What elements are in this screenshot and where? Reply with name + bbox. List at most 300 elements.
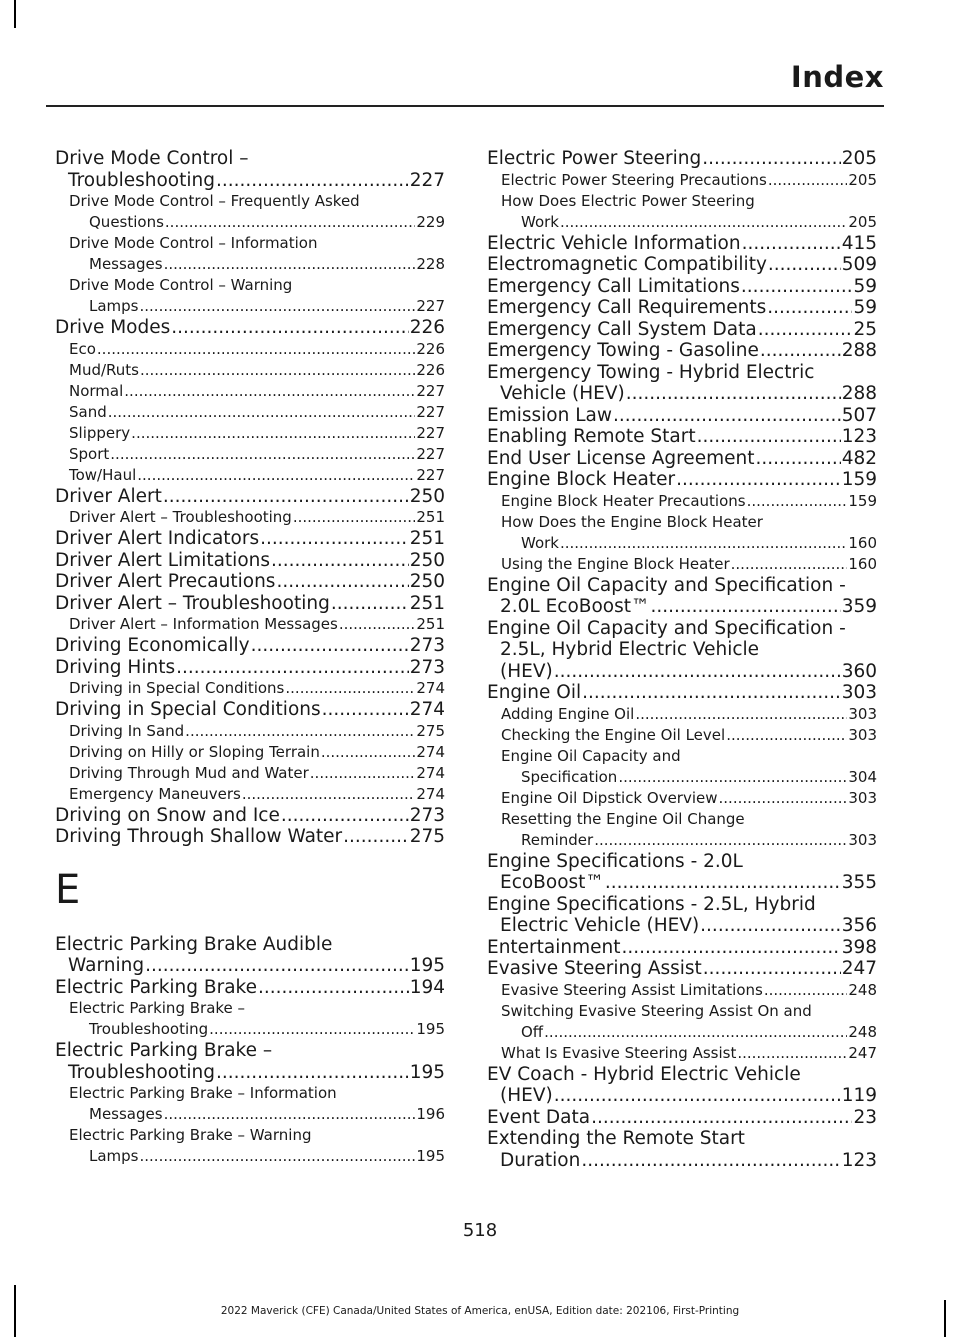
entry-text: Eco xyxy=(69,339,96,358)
entry-line xyxy=(69,678,445,699)
page-ref: 59 xyxy=(853,297,877,318)
entry-line xyxy=(487,596,877,618)
entry-text: Driver Alert Indicators xyxy=(55,528,260,549)
index-entry xyxy=(55,317,445,339)
index-subentry xyxy=(55,721,445,742)
index-subentry xyxy=(55,1125,445,1167)
index-subentry xyxy=(55,339,445,360)
index-entry xyxy=(55,528,445,550)
page-ref: 274 xyxy=(416,742,445,761)
entry-line xyxy=(487,1085,877,1107)
page-ref: 159 xyxy=(848,491,877,510)
dot-leader xyxy=(310,763,416,784)
entry-line xyxy=(69,254,445,275)
entry-line xyxy=(69,614,445,635)
dot-leader xyxy=(251,635,409,657)
page-ref: 248 xyxy=(848,1022,877,1041)
index-entry xyxy=(487,362,877,405)
entry-line xyxy=(501,1022,877,1043)
index-subentry xyxy=(55,233,445,275)
page-ref: 303 xyxy=(848,704,877,723)
dot-leader xyxy=(731,554,848,575)
page-ref: 288 xyxy=(841,383,877,404)
page-ref: 205 xyxy=(848,212,877,231)
entry-line xyxy=(69,721,445,742)
index-subentry xyxy=(487,725,877,746)
page-ref: 119 xyxy=(841,1085,877,1106)
entry-text: Driving in Special Conditions xyxy=(69,679,285,697)
entry-text: Drive Mode Control – Information xyxy=(69,234,318,252)
page-ref: 360 xyxy=(841,660,877,682)
page-ref: 196 xyxy=(416,1105,445,1123)
entry-text: Troubleshooting xyxy=(68,169,215,191)
dot-leader xyxy=(760,340,841,362)
entry-text: Drive Modes xyxy=(55,317,171,338)
dot-leader xyxy=(293,507,416,528)
page-ref: 229 xyxy=(416,213,445,231)
entry-line xyxy=(55,593,445,615)
entry-text: Enabling Remote Start xyxy=(487,426,696,447)
entry-line xyxy=(69,402,445,423)
index-entry xyxy=(487,937,877,959)
entry-text: Engine Oil Capacity and xyxy=(501,746,681,765)
entry-line xyxy=(55,826,445,848)
page-ref: 250 xyxy=(409,571,445,592)
dot-leader xyxy=(741,276,853,298)
crop-mark xyxy=(14,0,16,28)
entry-text: Switching Evasive Steering Assist On and xyxy=(501,1001,812,1020)
dot-leader xyxy=(163,486,409,508)
page-ref: 275 xyxy=(409,826,445,847)
entry-text: Engine Oil Capacity and Specification - xyxy=(487,617,846,639)
entry-line xyxy=(487,469,877,491)
dot-leader xyxy=(339,614,416,635)
dot-leader xyxy=(554,1085,841,1107)
index-subentry xyxy=(55,191,445,233)
dot-leader xyxy=(171,317,408,339)
dot-leader xyxy=(626,383,841,405)
entry-line xyxy=(487,958,877,980)
entry-line xyxy=(55,170,445,192)
index-subentry xyxy=(487,554,877,575)
dot-leader xyxy=(276,571,408,593)
entry-text: Engine Oil Capacity and Specification - xyxy=(487,574,846,596)
page-ref: 250 xyxy=(409,485,445,507)
page-ref: 194 xyxy=(409,976,445,998)
entry-line xyxy=(55,955,445,977)
entry-line xyxy=(487,276,877,298)
entry-line xyxy=(501,554,877,575)
entry-line xyxy=(69,507,445,528)
entry-line xyxy=(487,254,877,276)
entry-line xyxy=(487,297,877,319)
entry-line xyxy=(487,915,877,937)
entry-line xyxy=(69,742,445,763)
entry-text: Drive Mode Control – xyxy=(55,148,249,169)
dot-leader xyxy=(764,980,848,1001)
page-ref: 303 xyxy=(841,682,877,703)
page-ref: 123 xyxy=(841,426,877,447)
page-ref: 355 xyxy=(841,872,877,893)
entry-text: Duration xyxy=(500,1149,581,1171)
entry-line xyxy=(487,148,877,170)
dot-leader xyxy=(343,826,409,848)
entry-text: Specification xyxy=(521,767,618,786)
entry-text: Messages xyxy=(89,1105,163,1123)
entry-text: What Is Evasive Steering Assist xyxy=(501,1043,737,1062)
dot-leader xyxy=(560,212,847,233)
entry-text: Emergency Maneuvers xyxy=(69,784,241,803)
dot-leader xyxy=(124,381,415,402)
dot-leader xyxy=(700,915,841,937)
entry-text: Adding Engine Oil xyxy=(501,704,635,723)
page-ref: 275 xyxy=(416,721,445,740)
index-subentry xyxy=(55,784,445,805)
entry-text: Resetting the Engine Oil Change xyxy=(501,809,745,828)
index-subentry xyxy=(55,360,445,381)
index-entry xyxy=(55,1040,445,1083)
dot-leader xyxy=(108,402,416,423)
entry-line xyxy=(69,339,445,360)
index-subentry xyxy=(487,512,877,554)
page-ref: 274 xyxy=(416,763,445,782)
entry-text: Driver Alert Precautions xyxy=(55,571,276,592)
page-ref: 23 xyxy=(853,1106,877,1128)
entry-text: Work xyxy=(521,533,559,552)
dot-leader xyxy=(165,212,415,233)
entry-text: Reminder xyxy=(521,830,594,849)
dot-leader xyxy=(164,254,416,275)
entry-text: 2.0L EcoBoost™ xyxy=(500,596,650,617)
index-entry xyxy=(487,958,877,980)
page-ref: 160 xyxy=(848,554,877,573)
page-ref: 227 xyxy=(416,297,445,315)
page-ref: 250 xyxy=(409,549,445,571)
dot-leader xyxy=(321,742,416,763)
dot-leader xyxy=(544,1022,847,1043)
page-ref: 303 xyxy=(848,830,877,849)
entry-text: Electric Parking Brake – xyxy=(55,1040,273,1061)
entry-line xyxy=(501,212,877,233)
page-number: 518 xyxy=(462,1220,498,1241)
entry-line xyxy=(69,763,445,784)
index-subentry xyxy=(55,1083,445,1125)
page-ref: 227 xyxy=(416,423,445,442)
entry-line xyxy=(487,937,877,959)
entry-line xyxy=(55,805,445,827)
entry-text: Entertainment xyxy=(487,936,621,958)
entry-line xyxy=(487,872,877,894)
entry-text: Driver Alert – Information Messages xyxy=(69,615,338,633)
entry-text: Electromagnetic Compatibility xyxy=(487,254,767,275)
page-ref: 303 xyxy=(848,725,877,744)
dot-leader xyxy=(216,170,409,192)
entry-text: Emergency Call Limitations xyxy=(487,275,740,297)
dot-leader xyxy=(271,550,409,572)
page-ref: 274 xyxy=(416,679,445,697)
entry-text: Extending the Remote Start xyxy=(487,1128,745,1149)
entry-text: Questions xyxy=(89,213,164,231)
entry-text: Driving in Special Conditions xyxy=(55,699,321,720)
entry-text: Driver Alert – Troubleshooting xyxy=(69,508,292,526)
page-ref: 303 xyxy=(848,788,877,807)
page-ref: 25 xyxy=(853,318,877,340)
entry-line xyxy=(69,1104,445,1125)
entry-text: Driving Hints xyxy=(55,656,176,678)
entry-line xyxy=(69,296,445,317)
page-ref: 251 xyxy=(416,508,445,526)
entry-text: 2.5L, Hybrid Electric Vehicle xyxy=(500,639,760,660)
page-title: Index xyxy=(790,60,884,94)
entry-text: Emergency Towing - Hybrid Electric xyxy=(487,361,815,383)
page-ref: 227 xyxy=(416,381,445,400)
entry-line xyxy=(487,661,877,683)
entry-line xyxy=(501,980,877,1001)
index-subentry xyxy=(487,746,877,788)
page-ref: 226 xyxy=(416,339,445,358)
page-ref: 247 xyxy=(848,1043,877,1062)
index-subentry xyxy=(55,614,445,635)
entry-line xyxy=(69,1146,445,1167)
index-entry xyxy=(487,618,877,683)
dot-leader xyxy=(242,784,416,805)
entry-line xyxy=(69,444,445,465)
index-entry xyxy=(55,550,445,572)
entry-line xyxy=(501,491,877,512)
dot-leader xyxy=(185,721,415,742)
dot-leader xyxy=(140,360,415,381)
dot-leader xyxy=(216,1062,409,1084)
header-rule xyxy=(46,105,884,107)
entry-text: Emergency Call System Data xyxy=(487,318,757,340)
index-entry xyxy=(487,254,877,276)
page-ref: 359 xyxy=(841,596,877,617)
dot-leader xyxy=(605,872,841,894)
index-entry xyxy=(487,405,877,427)
dot-leader xyxy=(285,678,415,699)
entry-line xyxy=(487,233,877,255)
entry-line xyxy=(55,635,445,657)
entry-text: Electric Parking Brake – xyxy=(69,999,246,1017)
dot-leader xyxy=(582,682,841,704)
index-subentry xyxy=(487,704,877,725)
entry-text: Lamps xyxy=(89,297,139,315)
entry-line xyxy=(501,788,877,809)
page-ref: 227 xyxy=(416,402,445,421)
entry-text: (HEV) xyxy=(500,1085,553,1106)
dot-leader xyxy=(622,937,841,959)
index-entry xyxy=(55,934,445,977)
index-entry xyxy=(487,297,877,319)
index-subentry xyxy=(487,1043,877,1064)
index-subentry xyxy=(55,742,445,763)
dot-leader xyxy=(581,1150,840,1172)
dot-leader xyxy=(768,254,841,276)
entry-text: Electric Parking Brake xyxy=(55,976,257,998)
entry-text: Driving on Snow and Ice xyxy=(55,804,280,826)
entry-text: Troubleshooting xyxy=(68,1061,215,1083)
entry-line xyxy=(501,725,877,746)
entry-text: Electric Parking Brake – Information xyxy=(69,1084,337,1102)
dot-leader xyxy=(560,533,847,554)
page-ref: 415 xyxy=(841,232,877,254)
entry-text: Using the Engine Block Heater xyxy=(501,554,730,573)
dot-leader xyxy=(110,444,415,465)
entry-text: EV Coach - Hybrid Electric Vehicle xyxy=(487,1063,801,1085)
dot-leader xyxy=(131,423,415,444)
entry-text: Evasive Steering Assist xyxy=(487,958,702,979)
entry-text: Checking the Engine Oil Level xyxy=(501,725,726,744)
dot-leader xyxy=(331,593,409,615)
index-entry xyxy=(55,657,445,679)
index-entry xyxy=(487,426,877,448)
entry-line xyxy=(487,405,877,427)
index-entry xyxy=(487,575,877,618)
entry-line xyxy=(55,550,445,572)
dot-leader xyxy=(164,1104,416,1125)
dot-leader xyxy=(137,465,415,486)
page-ref: 227 xyxy=(416,465,445,484)
dot-leader xyxy=(140,296,416,317)
index-entry xyxy=(487,340,877,362)
index-column-left xyxy=(55,148,445,1167)
index-entry xyxy=(55,593,445,615)
index-entry xyxy=(487,894,877,937)
entry-text: Slippery xyxy=(69,423,131,442)
index-subentry xyxy=(55,444,445,465)
dot-leader xyxy=(719,788,848,809)
dot-leader xyxy=(281,805,409,827)
entry-text: End User License Agreement xyxy=(487,447,755,469)
page-ref: 274 xyxy=(416,784,445,803)
index-subentry xyxy=(55,998,445,1040)
index-entry xyxy=(487,319,877,341)
index-subentry xyxy=(55,381,445,402)
entry-text: Driving Through Shallow Water xyxy=(55,826,343,847)
entry-line xyxy=(69,360,445,381)
entry-line xyxy=(69,212,445,233)
dot-leader xyxy=(755,448,840,470)
page-ref: 195 xyxy=(416,1147,445,1165)
index-entry xyxy=(487,682,877,704)
entry-line xyxy=(487,1150,877,1172)
dot-leader xyxy=(737,1043,847,1064)
dot-leader xyxy=(758,319,853,341)
index-entry xyxy=(55,826,445,848)
page-ref: 195 xyxy=(409,955,445,976)
dot-leader xyxy=(176,657,409,679)
entry-line xyxy=(69,1019,445,1040)
entry-text: Electric Vehicle Information xyxy=(487,232,741,254)
index-subentry xyxy=(55,423,445,444)
index-subentry xyxy=(487,191,877,233)
entry-text: How Does the Engine Block Heater xyxy=(501,512,763,531)
page-ref: 247 xyxy=(841,958,877,979)
dot-leader xyxy=(702,148,840,170)
entry-text: Event Data xyxy=(487,1106,591,1128)
entry-text: EcoBoost™ xyxy=(500,872,604,893)
entry-line xyxy=(487,340,877,362)
dot-leader xyxy=(726,725,847,746)
entry-line xyxy=(487,383,877,405)
entry-text: Engine Block Heater Precautions xyxy=(501,491,746,510)
entry-text: Normal xyxy=(69,381,124,400)
entry-text: Driver Alert – Troubleshooting xyxy=(55,592,330,614)
entry-line xyxy=(487,319,877,341)
entry-line xyxy=(55,528,445,550)
dot-leader xyxy=(322,699,409,721)
index-subentry xyxy=(487,491,877,512)
dot-leader xyxy=(554,661,841,683)
entry-text: Messages xyxy=(89,255,163,273)
index-subentry xyxy=(55,275,445,317)
page-ref: 195 xyxy=(416,1020,445,1038)
entry-line xyxy=(501,704,877,725)
entry-line xyxy=(69,423,445,444)
page-ref: 398 xyxy=(841,936,877,958)
page-ref: 195 xyxy=(409,1061,445,1083)
page-ref: 273 xyxy=(409,635,445,656)
page-ref: 482 xyxy=(841,447,877,469)
index-entry xyxy=(55,148,445,191)
page-ref: 226 xyxy=(416,360,445,379)
index-entry xyxy=(55,805,445,827)
page-ref: 159 xyxy=(841,469,877,490)
index-entry xyxy=(487,1064,877,1107)
page-ref: 123 xyxy=(841,1149,877,1171)
index-subentry xyxy=(55,402,445,423)
entry-text: How Does Electric Power Steering xyxy=(501,191,755,210)
page-ref: 205 xyxy=(841,148,877,169)
page-ref: 251 xyxy=(409,528,445,549)
entry-line xyxy=(501,533,877,554)
dot-leader xyxy=(697,426,841,448)
page-ref: 226 xyxy=(409,317,445,338)
entry-text: Evasive Steering Assist Limitations xyxy=(501,980,763,999)
entry-text: Engine Block Heater xyxy=(487,469,676,490)
entry-line xyxy=(487,448,877,470)
entry-text: Off xyxy=(521,1022,544,1041)
dot-leader xyxy=(97,339,415,360)
entry-line xyxy=(69,465,445,486)
index-entry xyxy=(487,469,877,491)
page-ref: 205 xyxy=(848,170,877,189)
entry-text: Tow/Haul xyxy=(69,465,137,484)
entry-line xyxy=(55,317,445,339)
entry-text: Electric Power Steering xyxy=(487,148,702,169)
index-entry xyxy=(55,486,445,508)
entry-text: (HEV) xyxy=(500,660,553,682)
entry-text: Lamps xyxy=(89,1147,139,1165)
page-ref: 251 xyxy=(409,592,445,614)
entry-text: Emergency Call Requirements xyxy=(487,297,767,318)
entry-text: Driving Through Mud and Water xyxy=(69,763,309,782)
dot-leader xyxy=(768,170,848,191)
entry-text: Troubleshooting xyxy=(89,1020,209,1038)
entry-text: Engine Specifications - 2.5L, Hybrid xyxy=(487,893,816,915)
page-ref: 228 xyxy=(416,255,445,273)
page-ref: 273 xyxy=(409,804,445,826)
dot-leader xyxy=(145,955,409,977)
entry-text: Engine Oil xyxy=(487,682,582,703)
entry-text: Engine Specifications - 2.0L xyxy=(487,850,743,872)
entry-text: Electric Parking Brake Audible xyxy=(55,933,333,955)
entry-text: Driver Alert xyxy=(55,485,162,507)
entry-text: Driving Economically xyxy=(55,635,250,656)
dot-leader xyxy=(260,528,409,550)
index-entry xyxy=(487,1107,877,1129)
entry-line xyxy=(55,699,445,721)
